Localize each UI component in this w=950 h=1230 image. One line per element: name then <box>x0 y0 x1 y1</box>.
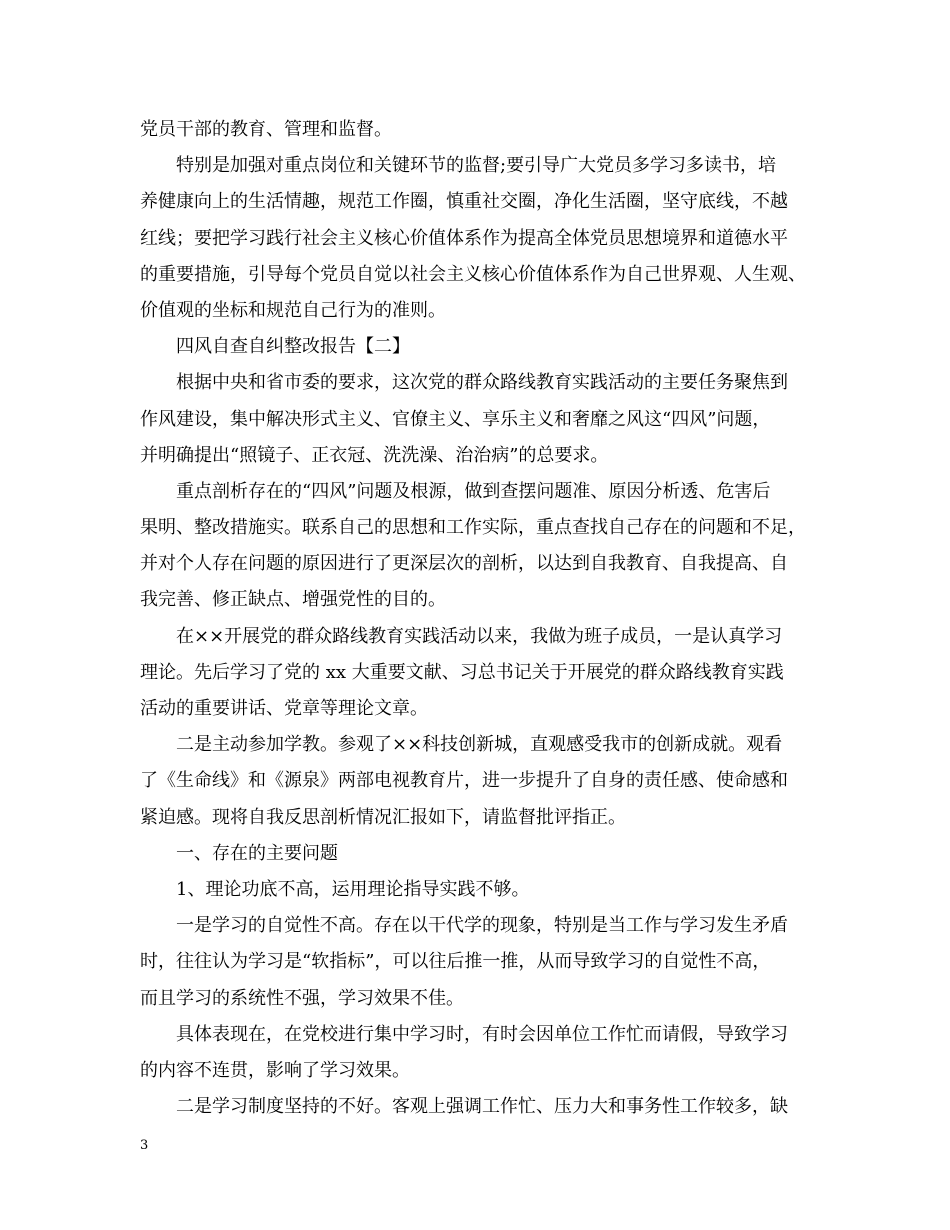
text-line: 二是学习制度坚持的不好。客观上强调工作忙、压力大和事务性工作较多，缺 <box>176 1096 788 1118</box>
text-line: 一是学习的自觉性不高。存在以干代学的现象，特别是当工作与学习发生矛盾 <box>176 915 788 937</box>
text-line: 时，往往认为学习是“软指标”，可以往后推一推，从而导致学习的自觉性不高， <box>140 951 771 973</box>
text-line: 的内容不连贯，影响了学习效果。 <box>140 1059 410 1081</box>
text-line: 活动的重要讲话、党章等理论文章。 <box>140 698 428 719</box>
text-line: 理论。先后学习了党的 xx 大重要文献、习总书记关于开展党的群众路线教育实践 <box>140 661 784 683</box>
text-line: 红线；要把学习践行社会主义核心价值体系作为提高全体党员思想境界和道德水平 <box>140 227 788 249</box>
text-line: 果明、整改措施实。联系自己的思想和工作实际，重点查找自己存在的问题和不足， <box>140 517 806 539</box>
text-line: 我完善、修正缺点、增强党性的目的。 <box>140 589 446 611</box>
section-heading: 四风自查自纠整改报告【二】 <box>176 336 410 358</box>
text-line: 作风建设，集中解决形式主义、官僚主义、享乐主义和奢靡之风这“四风”问题， <box>140 408 771 430</box>
text-line: 价值观的坐标和规范自己行为的准则。 <box>140 299 446 321</box>
text-line: 在××开展党的群众路线教育实践活动以来，我做为班子成员，一是认真学习 <box>176 625 783 647</box>
document-body <box>140 112 820 1125</box>
text-line: 并明确提出“照镜子、正衣冠、洗洗澡、治治病”的总要求。 <box>140 444 609 466</box>
text-line: 了《生命线》和《源泉》两部电视教育片，进一步提升了自身的责任感、使命感和 <box>140 770 788 792</box>
subsection-heading: 1、理论功底不高，运用理论指导实践不够。 <box>176 878 530 900</box>
text-line: 二是主动参加学教。参观了××科技创新城，直观感受我市的创新成就。观看 <box>176 734 783 756</box>
text-line: 紧迫感。现将自我反思剖析情况汇报如下，请监督批评指正。 <box>140 806 626 828</box>
text-line: 党员干部的教育、管理和监督。 <box>140 119 392 140</box>
text-line: 并对个人存在问题的原因进行了更深层次的剖析，以达到自我教育、自我提高、自 <box>140 553 788 575</box>
page-number: 3 <box>140 1138 149 1153</box>
text-line: 而且学习的系统性不强，学习效果不佳。 <box>140 987 464 1009</box>
text-line: 根据中央和省市委的要求，这次党的群众路线教育实践活动的主要任务聚焦到 <box>176 372 788 394</box>
text-line: 养健康向上的生活情趣，规范工作圈，慎重社交圈，净化生活圈，坚守底线，不越 <box>140 191 788 213</box>
text-line: 的重要措施，引导每个党员自觉以社会主义核心价值体系作为自己世界观、人生观、 <box>140 263 806 285</box>
section-heading: 一、存在的主要问题 <box>176 842 338 864</box>
text-line: 特别是加强对重点岗位和关键环节的监督;要引导广大党员多学习多读书，培 <box>176 155 777 177</box>
text-line: 具体表现在，在党校进行集中学习时，有时会因单位工作忙而请假，导致学习 <box>176 1023 788 1045</box>
text-line: 重点剖析存在的“四风”问题及根源，做到查摆问题准、原因分析透、危害后 <box>176 480 771 502</box>
